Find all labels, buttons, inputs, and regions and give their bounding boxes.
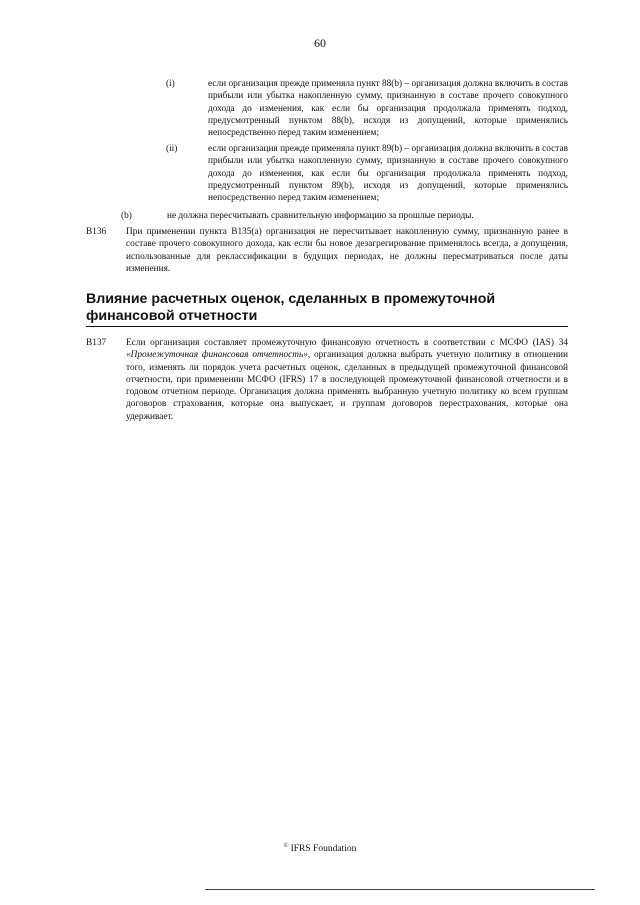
standard-title: «Промежуточная финансовая отчетность» (126, 350, 308, 361)
paragraph-text: При применении пункта B135(a) организация не пересчитывает накопленную сумму, признанную ранее в составе прочего совокупного дохода, как если бы новое дезагрегирование применялось всегда, а допущения, использованные для реклассификации в будущих периодах, не должны пересматриваться после даты изменения. (126, 227, 568, 274)
paragraph-text (126, 337, 568, 423)
list-item-label: (b) (121, 211, 132, 221)
paragraph-number: B137 (86, 338, 107, 348)
footer-text: IFRS Foundation (290, 844, 357, 855)
copyright-symbol: © (283, 842, 289, 849)
list-item-label: (ii) (166, 144, 178, 154)
list-item-text: если организация прежде применяла пункт 89(b) – организация должна включить в состав прибыли или убытка накопленную сумму, признанную в составе прочего совокупного дохода до изменения, как если бы организация продолжала применять подход, предусмотренный пунктом 89(b), исходя из допущений, которые применялись непосредственно перед таким изменением; (208, 144, 568, 204)
page-number: 60 (314, 36, 326, 50)
bottom-rule (205, 889, 595, 890)
list-item-text: не должна пересчитывать сравнительную информацию за прошлые периоды. (167, 211, 474, 221)
paragraph-text-part: Если организация составляет промежуточную финансовую отчетность в соответствии с МСФО (IAS) 34 (126, 338, 568, 348)
section-heading: Влияние расчетных оценок, сделанных в промежуточной финансовой отчетности (86, 291, 568, 327)
footer (0, 842, 640, 854)
list-item-text: если организация прежде применяла пункт 88(b) – организация должна включить в состав прибыли или убытка накопленную сумму, признанную в составе прочего совокупного дохода до изменения, как если бы организация продолжала применять подход, предусмотренный пунктом 88(b), исходя из допущений, которые применялись непосредственно перед таким изменением; (208, 79, 568, 139)
paragraph-number: B136 (86, 227, 107, 237)
list-item-label: (i) (166, 79, 175, 89)
paragraph-text-part: , организация должна выбрать учетную политику в отношении того, изменять ли порядок учета расчетных оценок, сделанных в предыдущей промежуточной финансовой отчетности, при применении МСФО (IFRS) 17 в последующей промежуточной финансовой отчетности и в годовом отчетном периоде. Организация должна применять выбранную учетную политику ко всем группам договоров страхования, которые она выпускает, и группам договоров перестрахования, которые она удерживает. (126, 350, 569, 422)
